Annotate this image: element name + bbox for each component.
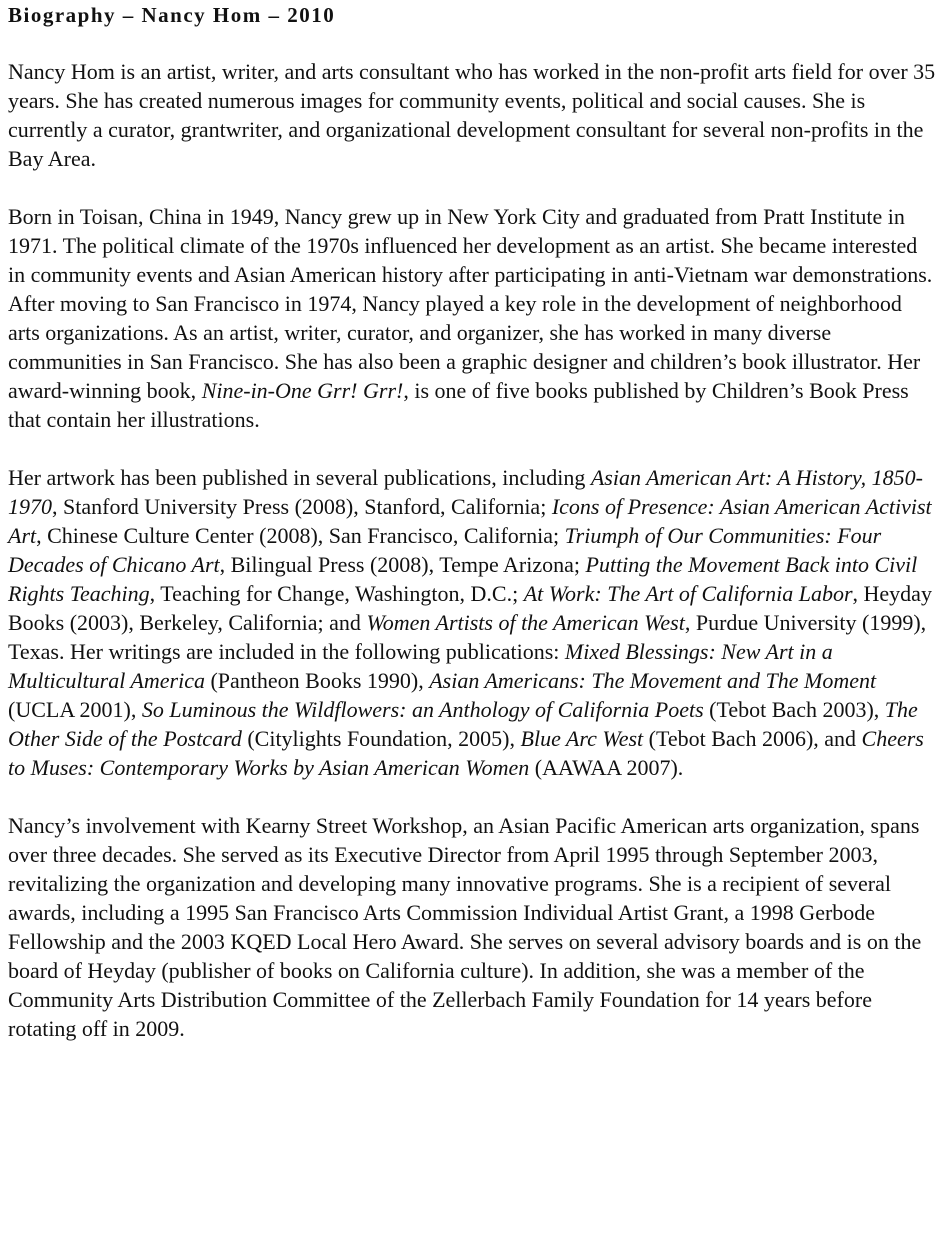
paragraph-early-life: [8, 202, 938, 434]
paragraph-text: , Stanford University Press (2008), Stanford, California;: [52, 494, 552, 519]
page-title: Biography – Nancy Hom – 2010: [8, 3, 336, 27]
paragraph-text: , Heyday Books (2003), Berkeley, California; and: [8, 581, 932, 635]
italic-title-text: Women Artists of the American West: [366, 610, 685, 635]
italic-title-text: Asian American Art: A History, 1850-1970: [8, 465, 923, 519]
paragraph-text: , Chinese Culture Center (2008), San Francisco, California;: [36, 523, 565, 548]
paragraph-text: , Teaching for Change, Washington, D.C.;: [149, 581, 524, 606]
paragraph-text: (Citylights Foundation, 2005),: [241, 726, 521, 751]
paragraph-text: (Tebot Bach 2006), and: [643, 726, 862, 751]
italic-title-text: Mixed Blessings: New Art in a Multicultural America: [8, 639, 833, 693]
paragraph-text: Nancy Hom is an artist, writer, and arts consultant who has worked in the non-profit arts field for over 35 years. She has created numerous images for community events, political and social causes. She is currently a curator, grantwriter, and organizational development consultant for several non-profits in the Bay Area.: [8, 59, 936, 171]
italic-title-text: Icons of Presence: Asian American Activist Art: [8, 494, 932, 548]
paragraph-text: , Purdue University (1999), Texas. Her writings are included in the following publications:: [8, 610, 927, 664]
paragraph-text: , Bilingual Press (2008), Tempe Arizona;: [219, 552, 586, 577]
paragraph-text: Nancy’s involvement with Kearny Street Workshop, an Asian Pacific American arts organization, spans over three decades. She served as its Executive Director from April 1995 through September 2003, revitalizing the organization and developing many innovative programs. She is a recipient of several awards, including a 1995 San Francisco Arts Commission Individual Artist Grant, a 1998 Gerbode Fellowship and the 2003 KQED Local Hero Award. She serves on several advisory boards and is on the board of Heyday (publisher of books on California culture). In addition, she was a member of the Community Arts Distribution Committee of the Zellerbach Family Foundation for 14 years before rotating off in 2009.: [8, 813, 922, 1041]
paragraph-text: (Tebot Bach 2003),: [703, 697, 885, 722]
biography-page: [8, 0, 938, 1043]
italic-title-text: Cheers to Muses: Contemporary Works by Asian American Women: [8, 726, 924, 780]
italic-title-text: The Other Side of the Postcard: [8, 697, 918, 751]
italic-title-text: At Work: The Art of California Labor: [523, 581, 853, 606]
paragraph-kearny-street-workshop: [8, 811, 938, 1043]
italic-title-text: Blue Arc West: [520, 726, 644, 751]
paragraph-intro: [8, 57, 938, 173]
paragraph-text: , is one of five books published by Children’s Book Press that contain her illustrations.: [8, 378, 909, 432]
paragraph-text: (UCLA 2001),: [8, 697, 142, 722]
italic-title-text: So Luminous the Wildflowers: an Anthology of California Poets: [141, 697, 704, 722]
paragraph-text: (Pantheon Books 1990),: [204, 668, 430, 693]
italic-title-text: Asian Americans: The Movement and The Moment: [429, 668, 877, 693]
italic-title-text: Triumph of Our Communities: Four Decades of Chicano Art: [8, 523, 882, 577]
italic-title-text: Nine-in-One Grr! Grr!: [201, 378, 404, 403]
italic-title-text: Putting the Movement Back into Civil Rights Teaching: [8, 552, 918, 606]
paragraph-text: Her artwork has been published in several publications, including: [8, 465, 591, 490]
paragraph-publications: [8, 463, 938, 782]
paragraph-text: Born in Toisan, China in 1949, Nancy grew up in New York City and graduated from Pratt Institute in 1971. The political climate of the 1970s influenced her development as an artist. She became interested in community events and Asian American history after participating in anti-Vietnam war demonstrations. After moving to San Francisco in 1974, Nancy played a key role in the development of neighborhood arts organizations. As an artist, writer, curator, and organizer, she has worked in many diverse communities in San Francisco. She has also been a graphic designer and children’s book illustrator. Her award-winning book,: [8, 204, 933, 403]
paragraph-text: (AAWAA 2007).: [529, 755, 684, 780]
